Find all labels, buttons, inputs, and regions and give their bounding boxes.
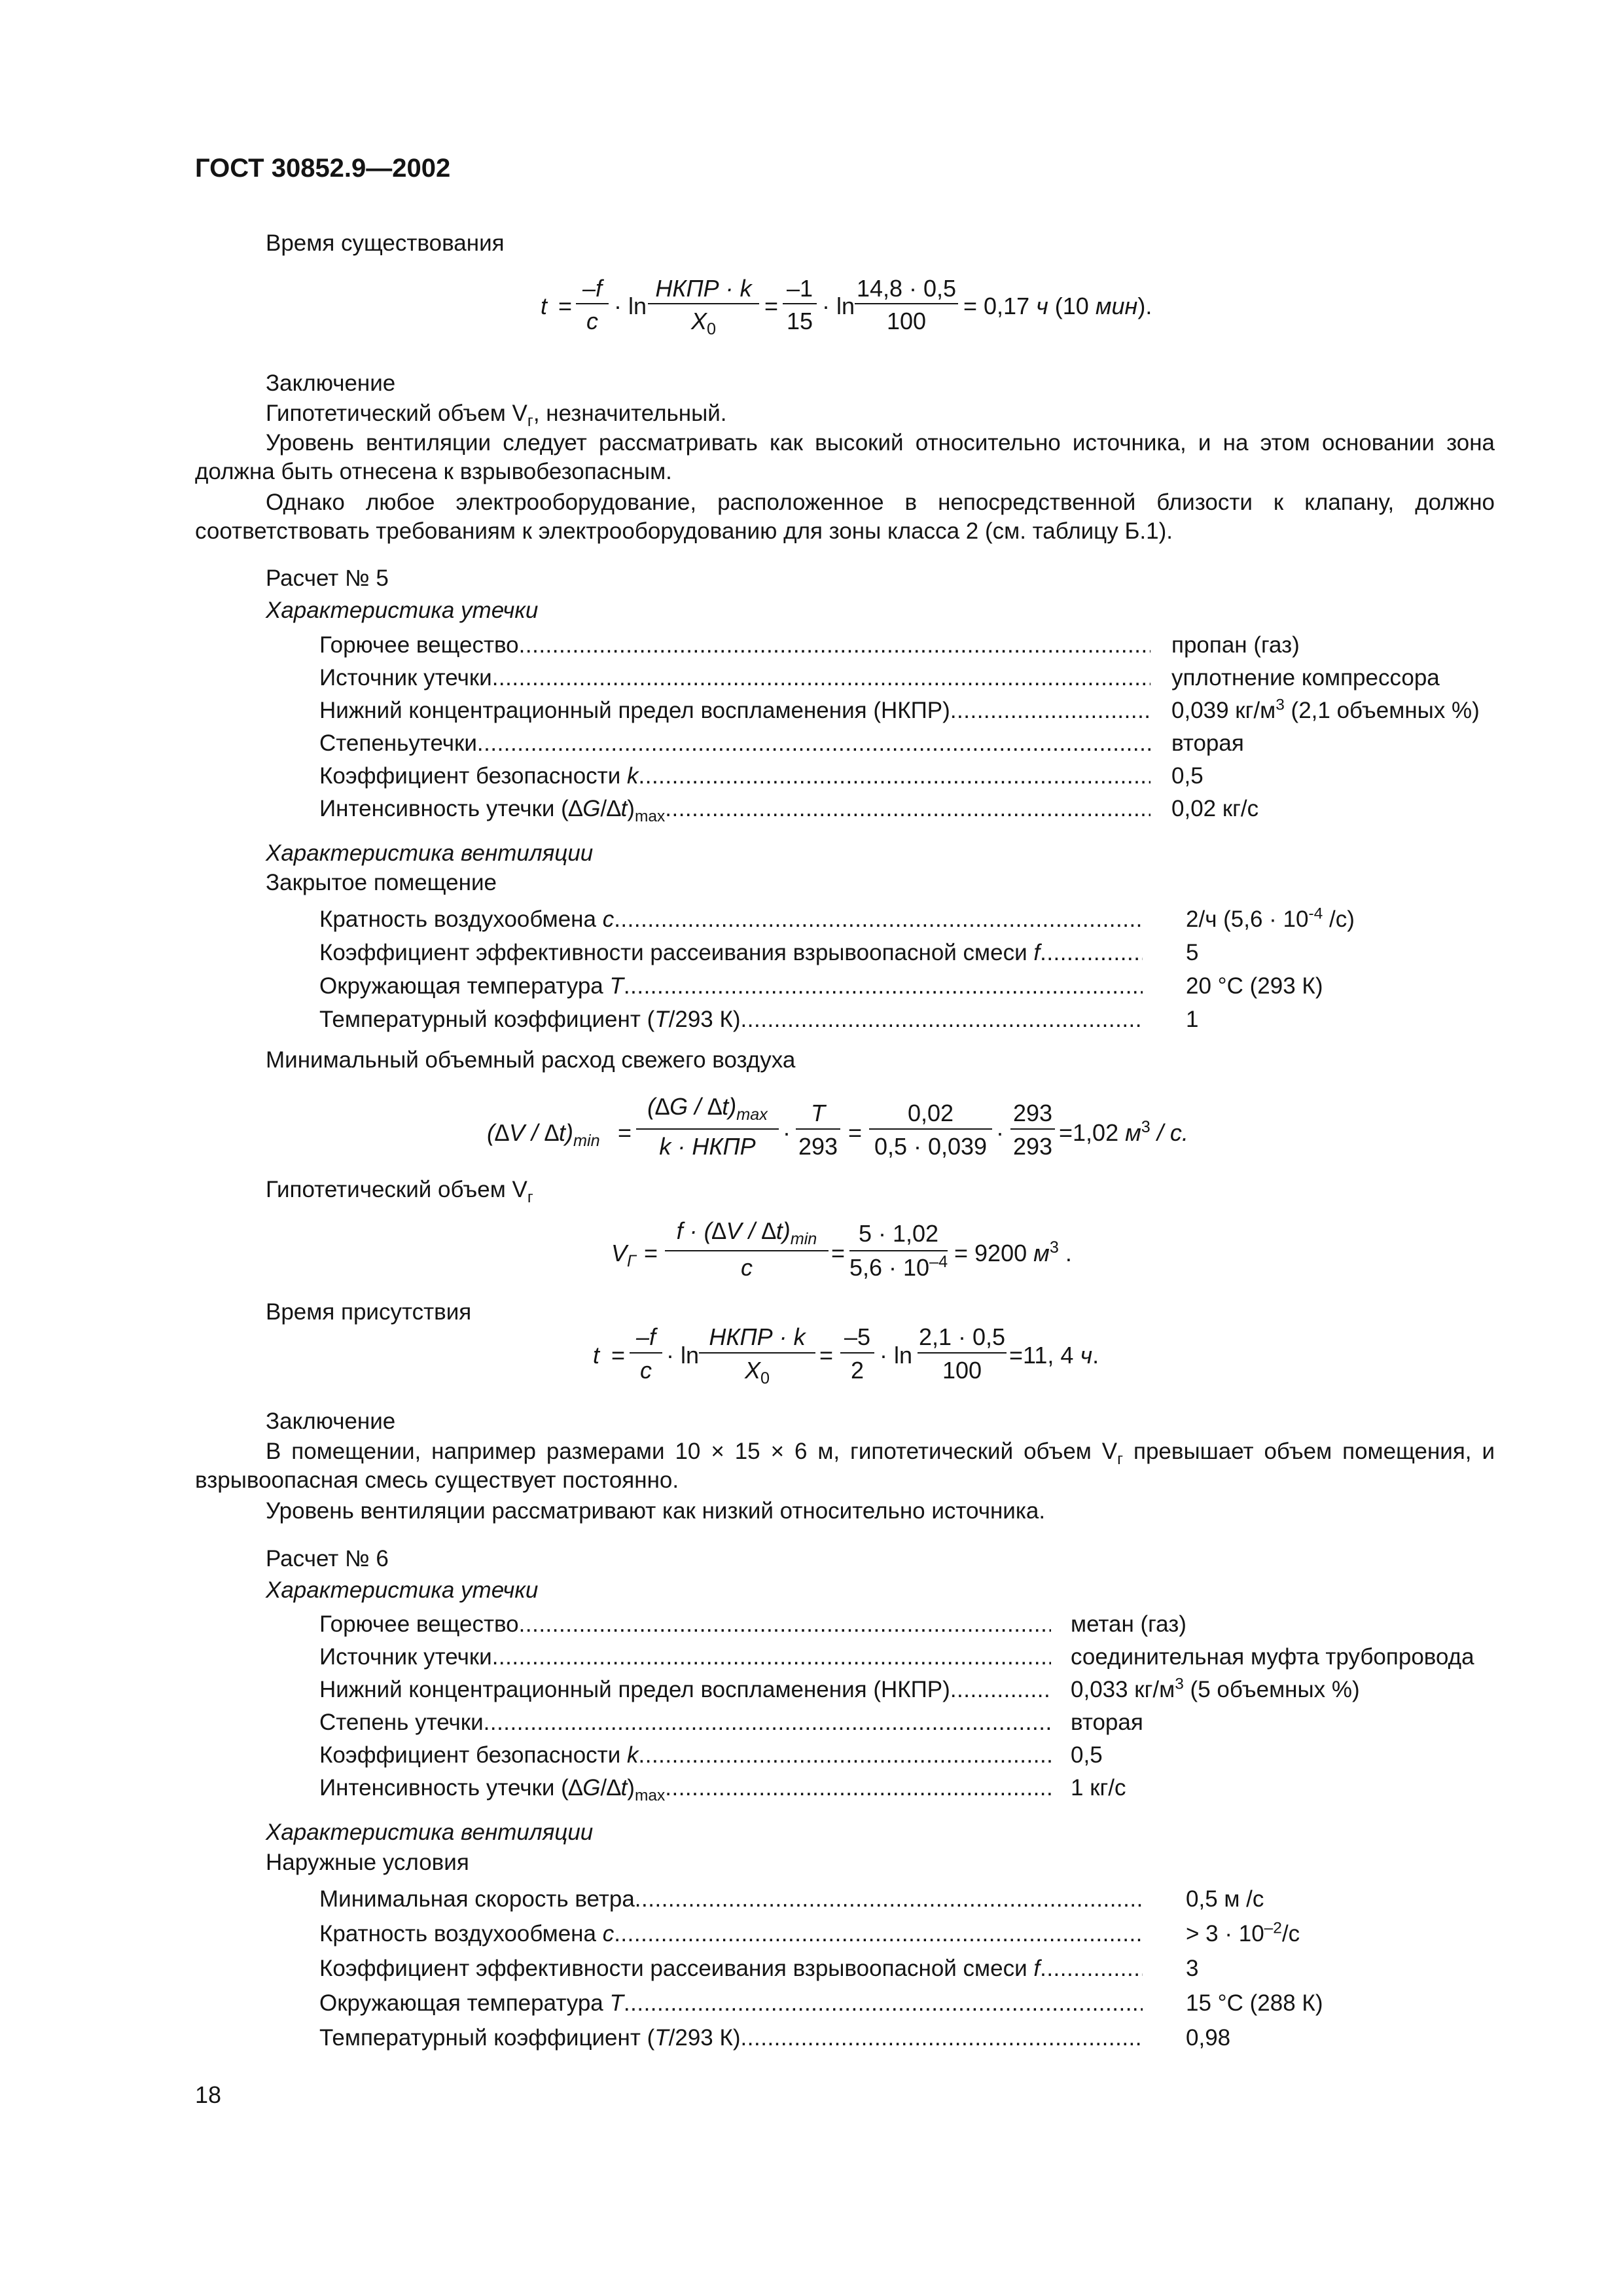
leader-dots	[639, 1741, 1052, 1770]
den2-text: 5,6 · 10	[849, 1254, 930, 1281]
row-label: Нижний концентрационный предел воспламенения (НКПР)	[319, 1677, 950, 1702]
formula-c: c	[586, 308, 598, 334]
num-sub: min	[790, 1230, 817, 1249]
calc5-conclusion-p1	[195, 1437, 1495, 1495]
calc5-leak-row-safety	[319, 762, 1150, 791]
row-label: Нижний концентрационный предел воспламенения (НКПР)	[319, 698, 950, 723]
pres-num2: 2,1 · 0,5	[918, 1323, 1006, 1350]
label-italic: T	[609, 973, 624, 999]
pres-two: 2	[850, 1357, 865, 1384]
label-prefix: Окружающая температура	[319, 1990, 610, 2016]
row-label	[319, 1954, 1040, 1983]
calc6-vent-row-wind	[319, 1885, 1143, 1914]
formula-neg1: –1	[786, 275, 813, 302]
pres-c: c	[640, 1357, 652, 1384]
calc5-leak-row-substance	[319, 631, 1150, 660]
row-label: Источник утечки	[319, 665, 492, 691]
pres-ln: · ln	[666, 1342, 700, 1369]
den2-sup: –4	[929, 1253, 948, 1271]
label-prefix: Температурный коэффициент (	[319, 2025, 655, 2051]
hyp-lhs	[611, 1238, 636, 1271]
label-suffix: /293 К)	[668, 1007, 741, 1032]
calc6-leak-value-degree: вторая	[1071, 1710, 1143, 1735]
leader-dots	[519, 631, 1150, 660]
label-prefix: Коэффициент эффективности рассеивания взрывоопасной смеси	[319, 940, 1034, 965]
label-italic: f	[1033, 1956, 1041, 1981]
calc6-leak-value-intensity: 1 кг/с	[1071, 1775, 1126, 1801]
formula-neg-f: –f	[582, 275, 603, 302]
calc6-vent-value-temp-coef: 0,98	[1186, 2025, 1231, 2051]
flow-lhs	[487, 1118, 600, 1151]
label-italic2: t	[620, 796, 628, 821]
calc6-leak-row-substance	[319, 1610, 1051, 1639]
leader-dots	[635, 1885, 1143, 1914]
calc6-vent-row-temperature	[319, 1989, 1143, 2018]
label-close: )	[627, 1775, 635, 1801]
value-suffix: /с)	[1323, 906, 1355, 932]
result-value: =11, 4	[1009, 1342, 1074, 1369]
row-label: Степеньутечки	[319, 730, 477, 756]
label-italic: k	[627, 763, 639, 789]
calc5-vent-value-temp-coef: 1	[1186, 1007, 1199, 1032]
row-label	[319, 1005, 741, 1034]
leader-dots	[614, 905, 1143, 934]
result-tail: .	[1065, 1240, 1072, 1266]
calc5-leak-value-source: уплотнение компрессора	[1171, 665, 1440, 691]
calc6-vent-row-efficiency	[319, 1954, 1143, 1983]
calc6-vent-row-temp-coef	[319, 2024, 1143, 2053]
label-prefix: Коэффициент безопасности	[319, 763, 627, 789]
leader-dots	[950, 696, 1150, 725]
leader-dots	[624, 972, 1143, 1001]
label-italic: T	[654, 2025, 669, 2051]
leader-dots	[519, 1610, 1051, 1639]
fraction-bar	[855, 303, 958, 304]
fraction-bar	[869, 1128, 992, 1130]
flow-num4: 293	[1012, 1100, 1053, 1126]
fraction-bar	[665, 1250, 829, 1251]
calc5-vent-value-temperature: 20 °С (293 К)	[1186, 973, 1323, 999]
calc6-leak-row-source	[319, 1643, 1051, 1672]
calc6-leak-row-degree	[319, 1708, 1051, 1737]
label-italic: T	[609, 1990, 624, 2016]
result-unit: м	[1125, 1119, 1141, 1146]
flow-eq2: =	[848, 1119, 863, 1146]
flow-result	[1059, 1118, 1188, 1147]
calc5-vent-row-efficiency	[319, 939, 1143, 967]
pres-t: t	[593, 1342, 600, 1369]
flow-dot2: ·	[996, 1119, 1004, 1146]
calc5-flow-label: Минимальный объемный расход свежего воздуха	[266, 1047, 796, 1073]
calc5-title: Расчет № 5	[266, 565, 389, 591]
result-unit2: мин	[1095, 293, 1138, 319]
pres-eq2: =	[819, 1342, 834, 1369]
label-italic: G	[582, 796, 601, 821]
label-sub: max	[634, 1787, 666, 1804]
leader-dots	[950, 1676, 1051, 1704]
hyp-den2	[849, 1253, 948, 1282]
leader-dots	[477, 729, 1150, 758]
num1-sub: max	[736, 1105, 768, 1124]
label-prefix: Интенсивность утечки (∆	[319, 796, 583, 821]
row-label	[319, 905, 614, 934]
label-close: )	[627, 796, 635, 821]
formula-num: НКПР · k	[655, 275, 752, 302]
flow-den2: 293	[798, 1133, 838, 1160]
label-sub: max	[634, 808, 666, 825]
label-italic: f	[1033, 940, 1041, 965]
result-unit: ч	[1080, 1342, 1093, 1369]
label-italic: G	[582, 1775, 601, 1801]
fraction-bar	[636, 1128, 779, 1130]
result-unit-sup: 3	[1141, 1118, 1150, 1136]
leader-dots	[484, 1708, 1051, 1737]
hyp-num	[665, 1216, 829, 1249]
row-label	[319, 795, 665, 823]
flow-den3: 0,5 · 0,039	[874, 1133, 988, 1160]
row-label	[319, 2024, 741, 2053]
calc6-vent-heading: Характеристика вентиляции	[266, 1820, 594, 1845]
value-sup: –2	[1264, 1919, 1282, 1937]
result-paren: (10	[1054, 293, 1089, 319]
formula-eq2: =	[764, 293, 779, 319]
calc6-leak-value-safety: 0,5	[1071, 1742, 1103, 1768]
row-label	[319, 1774, 665, 1803]
value-sup: -4	[1308, 905, 1323, 923]
calc5-leak-value-degree: вторая	[1171, 730, 1244, 756]
hyp-sub: г	[527, 412, 533, 430]
calc6-leak-heading: Характеристика утечки	[266, 1577, 539, 1603]
hyp-eq: =	[644, 1240, 658, 1266]
calc5-conclusion-p2: Уровень вентиляции рассматривают как низкий относительно источника.	[266, 1498, 1046, 1524]
calc5-leak-row-intensity	[319, 795, 1150, 823]
leader-dots	[1040, 1954, 1143, 1983]
calc5-vent-value-exchange	[1186, 905, 1355, 934]
hyp-sub: г	[527, 1189, 533, 1206]
result-close: ).	[1137, 293, 1152, 319]
fraction-bar	[918, 1352, 1007, 1354]
label-prefix: Температурный коэффициент (	[319, 1007, 655, 1032]
num1-text: (∆G / ∆t)	[647, 1093, 737, 1120]
lhs-text: (∆V / ∆t)	[487, 1119, 574, 1146]
paragraph-electrical-equipment: Однако любое электрооборудование, расположенное в непосредственной близости к клапану, должно соответствовать требованиям к электрооборудованию для зоны класса 2 (см. таблицу Б.1).	[195, 490, 1495, 544]
fraction-bar	[783, 303, 817, 304]
calc6-vent-value-exchange	[1186, 1920, 1300, 1948]
row-label	[319, 1920, 614, 1948]
result-tail: .	[1092, 1342, 1099, 1369]
calc5-vent-row-temp-coef	[319, 1005, 1143, 1034]
calc5-vent-row-exchange	[319, 905, 1143, 934]
value-prefix: 0,039 кг/м	[1171, 698, 1276, 723]
flow-num1	[636, 1092, 779, 1124]
fraction-bar	[576, 303, 609, 304]
value-suffix: /с	[1281, 1921, 1300, 1946]
flow-dot: ·	[783, 1119, 791, 1146]
fraction-bar	[840, 1352, 874, 1354]
lhs-sub: Г	[627, 1252, 636, 1271]
hyp-prefix: Гипотетический объем V	[266, 401, 527, 426]
formula-eq: =	[558, 293, 573, 319]
conclusion-title: Заключение	[266, 370, 396, 396]
formula-result	[963, 291, 1152, 321]
formula-num2: 14,8 · 0,5	[856, 275, 957, 302]
fraction-bar	[1010, 1128, 1055, 1130]
calc6-leak-value-lel	[1071, 1676, 1360, 1704]
label-prefix: Коэффициент эффективности рассеивания взрывоопасной смеси	[319, 1956, 1034, 1981]
hyp-den: c	[741, 1254, 753, 1281]
row-label: Горючее вещество	[319, 632, 519, 658]
flow-num2: T	[811, 1100, 825, 1126]
row-label	[319, 1989, 624, 2018]
calc5-leak-value-lel	[1171, 696, 1480, 725]
fraction-bar	[699, 1352, 815, 1354]
calc5-leak-value-safety: 0,5	[1171, 763, 1204, 789]
value-prefix: 2/ч (5,6 · 10	[1186, 906, 1309, 932]
label-prefix: Кратность воздухообмена	[319, 906, 603, 932]
result-unit: ч	[1036, 293, 1048, 319]
den-x-sub: 0	[760, 1369, 770, 1388]
hyp-num2: 5 · 1,02	[858, 1220, 939, 1247]
calc6-leak-row-lel	[319, 1676, 1051, 1704]
row-label	[319, 1741, 639, 1770]
den-x: X	[690, 308, 707, 334]
result-value: = 9200	[954, 1240, 1027, 1266]
calc6-vent-value-temperature: 15 °С (288 К)	[1186, 1990, 1323, 2016]
leader-dots	[492, 664, 1150, 692]
row-label	[319, 972, 624, 1001]
row-label: Горючее вещество	[319, 1611, 519, 1637]
calc5-presence-label: Время присутствия	[266, 1299, 472, 1325]
pres-neg-f: –f	[635, 1323, 656, 1350]
label-suffix: /293 К)	[668, 2025, 741, 2051]
value-prefix: 0,033 кг/м	[1071, 1677, 1175, 1702]
calc6-leak-value-substance: метан (газ)	[1071, 1611, 1186, 1637]
formula-den2: 100	[886, 308, 927, 334]
formula-ln: · ln	[614, 293, 647, 319]
value-suffix: (5 объемных %)	[1183, 1677, 1360, 1702]
pres-neg5: –5	[844, 1323, 871, 1350]
result-value: = 0,17	[963, 293, 1030, 319]
pres-num: НКПР · k	[709, 1323, 806, 1350]
row-label	[319, 939, 1040, 967]
den-x-sub: 0	[707, 320, 717, 339]
formula-15: 15	[786, 308, 813, 334]
document-header: ГОСТ 30852.9—2002	[195, 154, 451, 183]
label-prefix: Интенсивность утечки (∆	[319, 1775, 583, 1801]
hyp-volume-line	[266, 399, 727, 428]
calc5-leak-row-lel	[319, 696, 1150, 725]
calc6-leak-value-source: соединительная муфта трубопровода	[1071, 1644, 1474, 1670]
calc5-vent-value-efficiency: 5	[1186, 940, 1199, 965]
label-prefix: Коэффициент безопасности	[319, 1742, 627, 1768]
hyp-result	[954, 1238, 1072, 1268]
result-unit-sup: 3	[1049, 1238, 1059, 1257]
calc5-leak-row-source	[319, 664, 1150, 692]
label-italic: c	[602, 1921, 615, 1946]
fraction-bar	[796, 1128, 840, 1130]
pres-ln2: · ln	[880, 1342, 913, 1369]
row-label	[319, 762, 639, 791]
calc6-leak-row-safety	[319, 1741, 1051, 1770]
calc6-leak-row-intensity	[319, 1774, 1051, 1803]
value-prefix: > 3 · 10	[1186, 1921, 1264, 1946]
result-unit-tail: / с.	[1150, 1119, 1188, 1146]
calc5-vent-place: Закрытое помещение	[266, 870, 497, 895]
flow-num3: 0,02	[907, 1100, 954, 1126]
pres-den	[699, 1355, 815, 1388]
calc6-vent-row-exchange	[319, 1920, 1143, 1948]
leader-dots	[639, 762, 1151, 791]
calc6-vent-value-efficiency: 3	[1186, 1956, 1199, 1981]
num-text: f · (∆V / ∆t)	[676, 1217, 791, 1244]
flow-den4: 293	[1012, 1133, 1053, 1160]
label-italic: T	[654, 1007, 669, 1032]
calc5-leak-value-substance: пропан (газ)	[1171, 632, 1300, 658]
calc5-vent-heading: Характеристика вентиляции	[266, 840, 594, 866]
result-value: =1,02	[1059, 1119, 1119, 1146]
pres-den2: 100	[942, 1357, 982, 1384]
row-label: Источник утечки	[319, 1644, 492, 1670]
result-unit: м	[1033, 1240, 1050, 1266]
hyp-eq2: =	[831, 1240, 846, 1266]
label-prefix: Кратность воздухообмена	[319, 1921, 603, 1946]
paragraph-ventilation-level: Уровень вентиляции следует рассматривать как высокий относительно источника, и на этом основании зона должна быть отнесена к взрывобезопасным.	[195, 430, 1495, 484]
label-italic2: t	[620, 1775, 628, 1801]
label-italic: k	[627, 1742, 639, 1768]
hyp-suffix: , незначительный.	[533, 401, 727, 426]
fraction-bar	[648, 303, 759, 304]
leader-dots	[665, 795, 1150, 823]
calc5-hyp-label	[266, 1175, 533, 1204]
calc6-vent-place: Наружные условия	[266, 1850, 469, 1875]
label-prefix: Окружающая температура	[319, 973, 610, 999]
lhs-sub: min	[573, 1132, 600, 1151]
formula-ln2: · ln	[822, 293, 855, 319]
calc5-leak-value-intensity: 0,02 кг/с	[1171, 796, 1259, 821]
page-number: 18	[195, 2081, 222, 2108]
value-suffix: (2,1 объемных %)	[1284, 698, 1480, 723]
label-mid: /∆	[600, 1775, 621, 1801]
calc5-vent-row-temperature	[319, 972, 1143, 1001]
pres-result	[1009, 1340, 1099, 1370]
leader-dots	[665, 1774, 1051, 1803]
label-italic: c	[602, 906, 615, 932]
leader-dots	[624, 1989, 1143, 2018]
fraction-bar	[849, 1250, 948, 1251]
den-x: X	[744, 1357, 760, 1384]
lhs-text: V	[611, 1240, 628, 1266]
value-sup: 3	[1175, 1675, 1184, 1693]
formula-den	[648, 306, 759, 339]
leader-dots	[741, 2024, 1143, 2053]
flow-eq: =	[618, 1119, 632, 1146]
leader-dots	[1040, 939, 1143, 967]
leader-dots	[614, 1920, 1143, 1948]
value-sup: 3	[1275, 696, 1285, 714]
row-label: Минимальная скорость ветра	[319, 1886, 635, 1912]
calc5-leak-heading: Характеристика утечки	[266, 598, 539, 623]
fraction-bar	[630, 1352, 662, 1354]
pres-eq: =	[611, 1342, 626, 1369]
formula-t: t	[541, 293, 548, 319]
calc5-leak-row-degree	[319, 729, 1150, 758]
c1-suffix: превышает объем помещения, и взрывоопасная смесь существует постоянно.	[195, 1439, 1495, 1493]
hyp-prefix: Гипотетический объем V	[266, 1177, 527, 1202]
calc6-title: Расчет № 6	[266, 1546, 389, 1571]
label-mid: /∆	[600, 796, 621, 821]
leader-dots	[492, 1643, 1051, 1672]
row-label: Степень утечки	[319, 1710, 484, 1735]
calc6-vent-value-wind: 0,5 м /с	[1186, 1886, 1264, 1912]
c1-sub: г	[1117, 1450, 1124, 1468]
c1-prefix: В помещении, например размерами 10 × 15 × 6 м, гипотетический объем V	[266, 1439, 1118, 1464]
flow-den1: k · НКПР	[659, 1133, 756, 1160]
time-label: Время существования	[266, 230, 505, 256]
leader-dots	[741, 1005, 1143, 1034]
calc5-conclusion-title: Заключение	[266, 1408, 396, 1434]
